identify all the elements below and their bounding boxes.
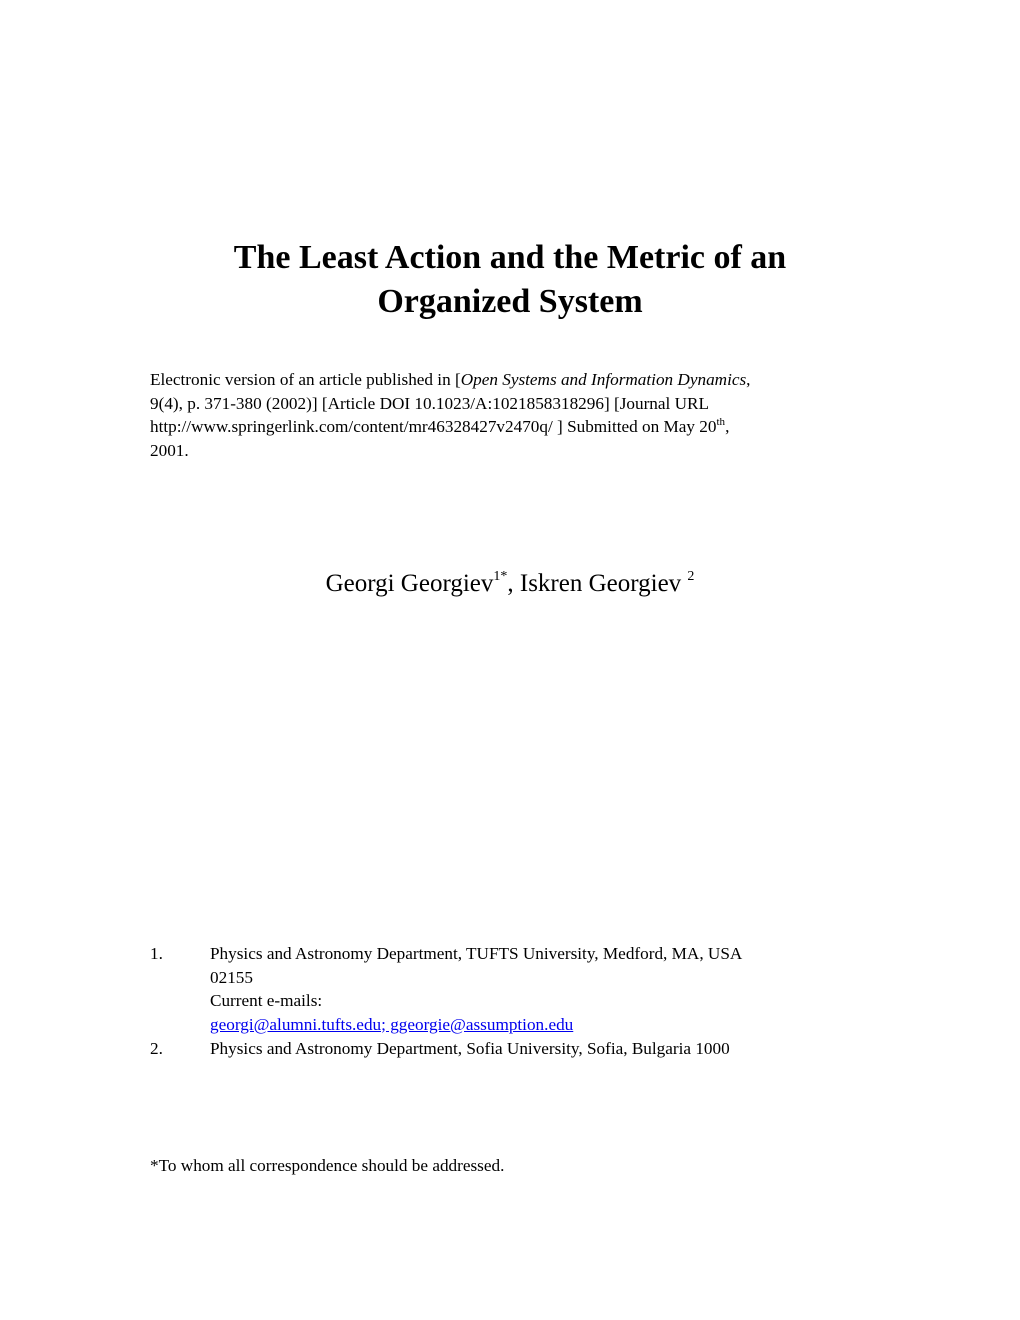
publication-prefix: Electronic version of an article published in [ — [150, 370, 461, 389]
affiliation-2-line-1: Physics and Astronomy Department, Sofia University, Sofia, Bulgaria 1000 — [210, 1039, 730, 1058]
paper-title — [150, 236, 870, 324]
affiliation-1-number: 1. — [150, 944, 163, 963]
publication-info-line-2: 9(4), p. 371-380 (2002)] [Article DOI 10.1023/A:1021858318296] [Journal URL — [150, 393, 709, 413]
author-list — [0, 566, 1020, 602]
affiliation-1-line-1: Physics and Astronomy Department, TUFTS University, Medford, MA, USA — [210, 944, 743, 963]
affiliation-1 — [150, 942, 870, 1036]
affiliation-1-line-2: 02155 — [210, 967, 253, 987]
date-ordinal-superscript: th — [716, 416, 726, 428]
affiliation-2-body — [210, 1037, 870, 1061]
author-1-name: Georgi Georgiev — [325, 570, 494, 597]
paper-title-line-1: The Least Action and the Metric of an — [233, 239, 787, 276]
author-2-superscript: 2 — [687, 569, 695, 584]
publication-info — [150, 368, 880, 462]
affiliation-2-number: 2. — [150, 1039, 163, 1058]
journal-name: Open Systems and Information Dynamics — [460, 370, 747, 389]
publication-info-line-4: 2001. — [150, 440, 189, 460]
correspondence-footnote: *To whom all correspondence should be addressed. — [150, 1156, 505, 1175]
publication-info-line-1 — [150, 368, 880, 392]
paper-title-line-2: Organized System — [377, 283, 643, 320]
email-link[interactable]: georgi@alumni.tufts.edu; ggeorgie@assumption.edu — [210, 1014, 574, 1034]
affiliation-1-emails-line — [210, 989, 870, 1036]
affiliation-1-body — [210, 942, 870, 1036]
author-1-superscript: 1* — [493, 569, 508, 584]
publication-info-line-3 — [150, 415, 880, 439]
author-2-name: Iskren Georgiev — [519, 570, 688, 597]
author-separator: , — [507, 570, 520, 597]
affiliation-2 — [150, 1037, 870, 1061]
publication-line1-suffix: , — [746, 370, 751, 389]
journal-url-and-date: http://www.springerlink.com/content/mr46328427v2470q/ ] Submitted on May 20 — [150, 417, 717, 436]
email-label: Current e-mails: — [210, 991, 323, 1010]
publication-line3-suffix: , — [725, 417, 730, 436]
